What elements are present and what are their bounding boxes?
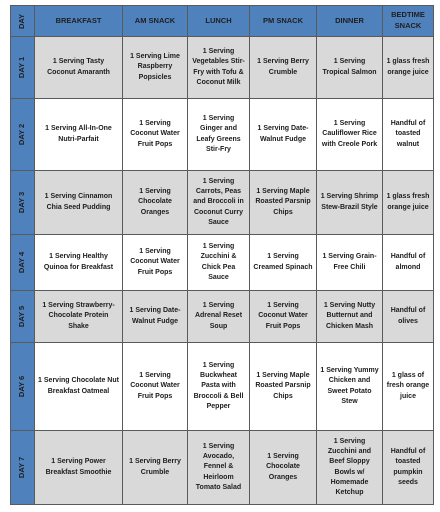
table-row [11, 291, 434, 343]
bedtime-snack-cell: 1 glass fresh orange juice [383, 37, 434, 99]
pm-snack-cell: 1 Serving Maple Roasted Parsnip Chips [250, 171, 317, 235]
day-label [11, 171, 35, 235]
bedtime-snack-cell: Handful of toasted walnut [383, 99, 434, 171]
table-row [11, 37, 434, 99]
dinner-cell: 1 Serving Tropical Salmon [317, 37, 383, 99]
pm-snack-cell: 1 Serving Creamed Spinach [250, 235, 317, 291]
dinner-cell: 1 Serving Zucchini and Beef Sloppy Bowls w/ Homemade Ketchup [317, 431, 383, 505]
bedtime-snack-cell: 1 glass of fresh orange juice [383, 343, 434, 431]
pm-snack-cell: 1 Serving Coconut Water Fruit Pops [250, 291, 317, 343]
header-day-label: DAY [17, 13, 27, 29]
breakfast-cell: 1 Serving Power Breakfast Smoothie [35, 431, 123, 505]
lunch-cell: 1 Serving Zucchini & Chick Pea Sauce [188, 235, 250, 291]
am-snack-cell: 1 Serving Chocolate Oranges [123, 171, 188, 235]
day-label [11, 291, 35, 343]
pm-snack-cell: 1 Serving Berry Crumble [250, 37, 317, 99]
table-row [11, 235, 434, 291]
table-row [11, 343, 434, 431]
bedtime-snack-cell: 1 glass fresh orange juice [383, 171, 434, 235]
bedtime-snack-cell: Handful of toasted pumpkin seeds [383, 431, 434, 505]
table-row [11, 171, 434, 235]
lunch-cell: 1 Serving Avocado, Fennel & Heirloom Tomato Salad [188, 431, 250, 505]
lunch-cell: 1 Serving Carrots, Peas and Broccoli in Coconut Curry Sauce [188, 171, 250, 235]
am-snack-cell: 1 Serving Coconut Water Fruit Pops [123, 99, 188, 171]
breakfast-cell: 1 Serving Strawberry-Chocolate Protein Shake [35, 291, 123, 343]
bedtime-snack-cell: Handful of almond [383, 235, 434, 291]
header-am-snack: AM SNACK [123, 6, 188, 37]
dinner-cell: 1 Serving Shrimp Stew-Brazil Style [317, 171, 383, 235]
day-label-text: DAY 3 [17, 191, 27, 213]
dinner-cell: 1 Serving Nutty Butternut and Chicken Mash [317, 291, 383, 343]
header-pm-snack: PM SNACK [250, 6, 317, 37]
lunch-cell: 1 Serving Ginger and Leafy Greens Stir-Fry [188, 99, 250, 171]
bedtime-snack-cell: Handful of olives [383, 291, 434, 343]
lunch-cell: 1 Serving Vegetables Stir-Fry with Tofu & Coconut Milk [188, 37, 250, 99]
breakfast-cell: 1 Serving Chocolate Nut Breakfast Oatmeal [35, 343, 123, 431]
day-label-text: DAY 7 [17, 456, 27, 478]
header-lunch: LUNCH [188, 6, 250, 37]
header-row [11, 6, 434, 37]
lunch-cell: 1 Serving Adrenal Reset Soup [188, 291, 250, 343]
pm-snack-cell: 1 Serving Maple Roasted Parsnip Chips [250, 343, 317, 431]
am-snack-cell: 1 Serving Date-Walnut Fudge [123, 291, 188, 343]
header-day [11, 6, 35, 37]
dinner-cell: 1 Serving Cauliflower Rice with Creole Pork [317, 99, 383, 171]
day-label [11, 431, 35, 505]
am-snack-cell: 1 Serving Coconut Water Fruit Pops [123, 343, 188, 431]
am-snack-cell: 1 Serving Coconut Water Fruit Pops [123, 235, 188, 291]
day-label-text: DAY 6 [17, 375, 27, 397]
day-label-text: DAY 5 [17, 305, 27, 327]
lunch-cell: 1 Serving Buckwheat Pasta with Broccoli & Bell Pepper [188, 343, 250, 431]
day-label [11, 343, 35, 431]
breakfast-cell: 1 Serving Cinnamon Chia Seed Pudding [35, 171, 123, 235]
table-row [11, 99, 434, 171]
breakfast-cell: 1 Serving Healthy Quinoa for Breakfast [35, 235, 123, 291]
am-snack-cell: 1 Serving Lime Raspberry Popsicles [123, 37, 188, 99]
day-label [11, 99, 35, 171]
table-row [11, 431, 434, 505]
day-label [11, 37, 35, 99]
breakfast-cell: 1 Serving All-In-One Nutri-Parfait [35, 99, 123, 171]
day-label-text: DAY 1 [17, 56, 27, 78]
day-label-text: DAY 4 [17, 251, 27, 273]
meal-plan-table [10, 5, 434, 505]
header-breakfast: BREAKFAST [35, 6, 123, 37]
pm-snack-cell: 1 Serving Chocolate Oranges [250, 431, 317, 505]
pm-snack-cell: 1 Serving Date-Walnut Fudge [250, 99, 317, 171]
header-bedtime-snack: BEDTIME SNACK [383, 6, 434, 37]
day-label [11, 235, 35, 291]
am-snack-cell: 1 Serving Berry Crumble [123, 431, 188, 505]
dinner-cell: 1 Serving Yummy Chicken and Sweet Potato Stew [317, 343, 383, 431]
day-label-text: DAY 2 [17, 123, 27, 145]
dinner-cell: 1 Serving Grain-Free Chili [317, 235, 383, 291]
breakfast-cell: 1 Serving Tasty Coconut Amaranth [35, 37, 123, 99]
header-dinner: DINNER [317, 6, 383, 37]
